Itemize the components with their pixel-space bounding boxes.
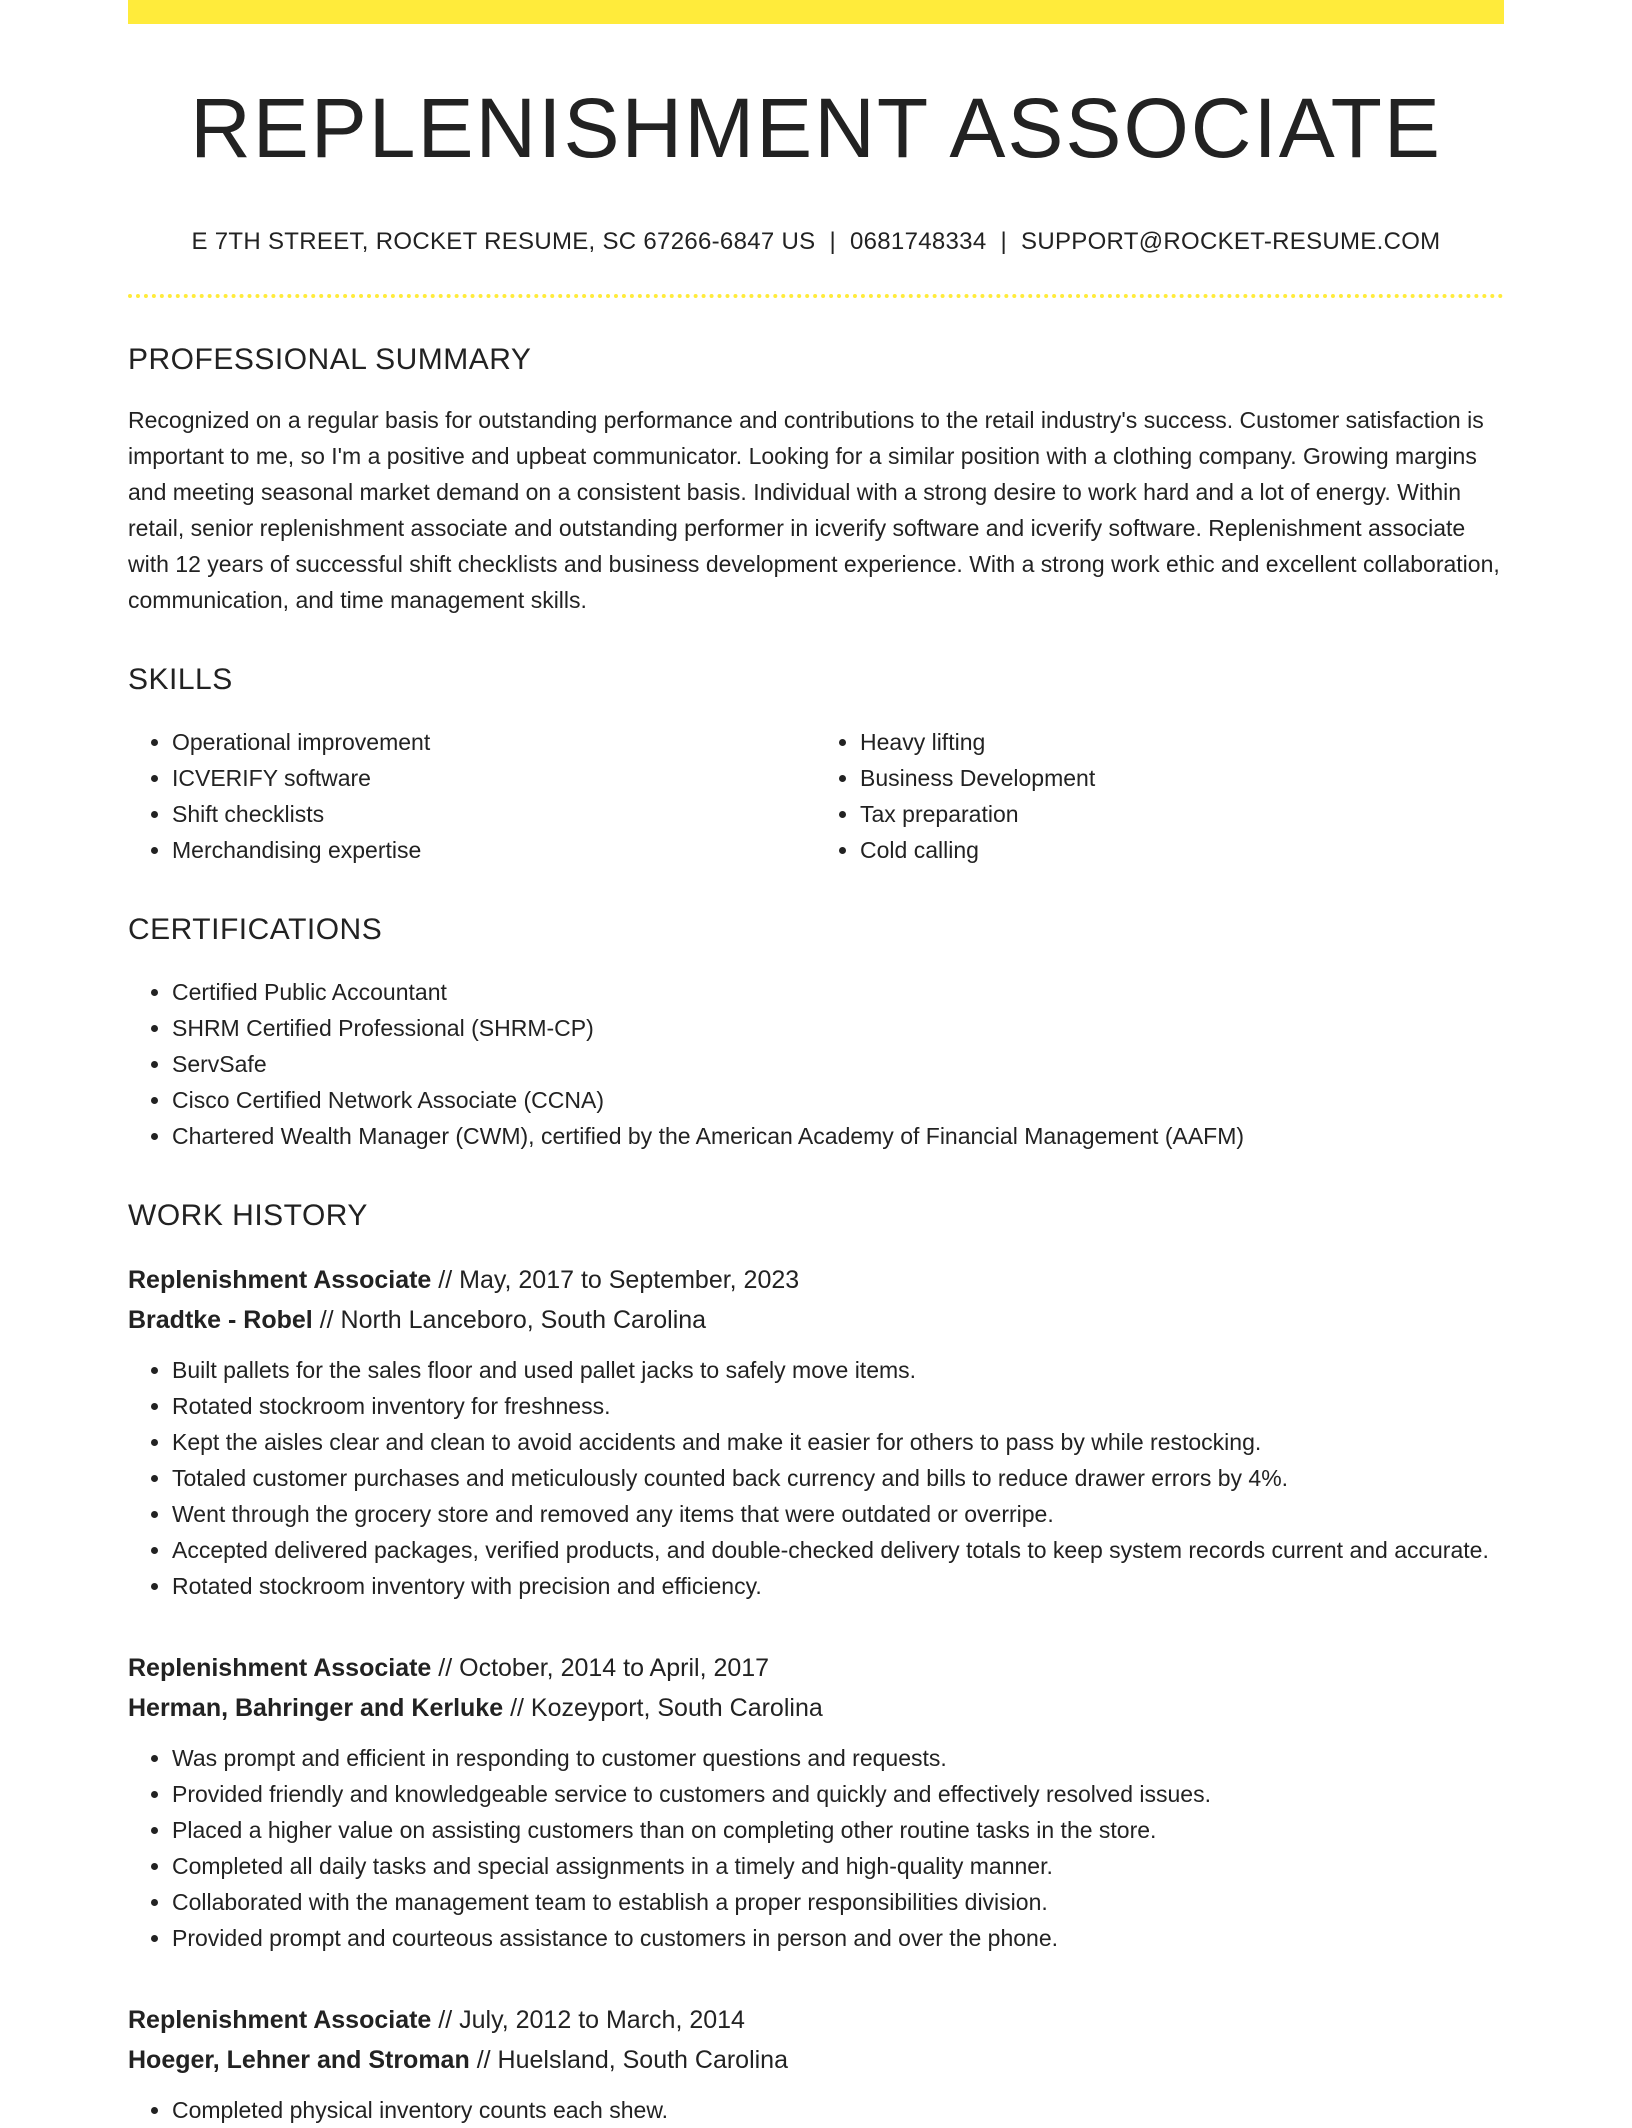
job-company-line (128, 1688, 1504, 1728)
job-bullet: • Went through the grocery store and removed any items that were outdated or overripe. (172, 1496, 1504, 1532)
job-bullet: • Completed physical inventory counts each shew. (172, 2092, 1504, 2128)
contact-separator: | (829, 228, 836, 256)
job-company: Hoeger, Lehner and Stroman (128, 2046, 470, 2075)
dotted-divider (128, 294, 1504, 298)
job-company-line (128, 2040, 1504, 2080)
skill-item: • ICVERIFY software (172, 760, 816, 796)
job-bullet: • Provided friendly and knowledgeable service to customers and quickly and effectively resolved issues. (172, 1776, 1504, 1812)
job-bullet: • Built pallets for the sales floor and used pallet jacks to safely move items. (172, 1352, 1504, 1388)
job-dates: // October, 2014 to April, 2017 (438, 1654, 770, 1683)
job-location: // Kozeyport, South Carolina (510, 1694, 823, 1723)
job-role: Replenishment Associate (128, 2006, 432, 2035)
job-bullet: • Rotated stockroom inventory for freshness. (172, 1388, 1504, 1424)
skills-heading: SKILLS (128, 663, 233, 697)
job-company-line (128, 1300, 1504, 1340)
job-bullet: • Accepted delivered packages, verified products, and double-checked delivery totals to keep system records current and accurate. (172, 1532, 1504, 1568)
job-bullets (128, 2092, 1504, 2128)
job-role: Replenishment Associate (128, 1654, 432, 1683)
job-entry (128, 1260, 1504, 1604)
summary-text: Recognized on a regular basis for outstanding performance and contributions to the retail industry's success. Customer satisfaction is important to me, so I'm a positive and upbeat communicator. Looking for a similar position with a clothing company. Growing margins and meeting seasonal market demand on a consistent basis. Individual with a strong desire to work hard and a lot of energy. Within retail, senior replenishment associate and outstanding performer in icverify software and icverify software. Replenishment associate with 12 years of successful shift checklists and business development experience. With a strong work ethic and excellent collaboration, communication, and time management skills. (128, 407, 1500, 614)
job-company: Bradtke - Robel (128, 1306, 313, 1335)
job-bullet: • Placed a higher value on assisting customers than on completing other routine tasks in the store. (172, 1812, 1504, 1848)
job-bullet: • Was prompt and efficient in responding to customer questions and requests. (172, 1740, 1504, 1776)
job-role-line (128, 1260, 1504, 1300)
certification-item: • ServSafe (172, 1046, 1504, 1082)
skill-item: • Tax preparation (860, 796, 1504, 832)
skills-columns (128, 724, 1504, 868)
contact-separator: | (1000, 228, 1008, 256)
job-role-line (128, 2000, 1504, 2040)
job-bullet: • Totaled customer purchases and meticulously counted back currency and bills to reduce drawer errors by 4%. (172, 1460, 1504, 1496)
job-bullet: • Kept the aisles clear and clean to avoid accidents and make it easier for others to pass by while restocking. (172, 1424, 1504, 1460)
job-bullet: • Collaborated with the management team to establish a proper responsibilities division. (172, 1884, 1504, 1920)
certifications-heading: CERTIFICATIONS (128, 913, 383, 947)
certifications-list (128, 974, 1504, 1154)
contact-address: E 7TH STREET, ROCKET RESUME, SC 67266-6847 US (191, 228, 816, 256)
job-bullet: • Provided prompt and courteous assistance to customers in person and over the phone. (172, 1920, 1504, 1956)
work-history-heading: WORK HISTORY (128, 1199, 368, 1233)
skill-item: • Business Development (860, 760, 1504, 796)
job-entry (128, 2000, 1504, 2128)
skill-item: • Operational improvement (172, 724, 816, 760)
skill-item: • Heavy lifting (860, 724, 1504, 760)
job-entry (128, 1648, 1504, 1956)
job-bullets (128, 1352, 1504, 1604)
skills-list-right (816, 724, 1504, 868)
job-bullets (128, 1740, 1504, 1956)
skill-item: • Merchandising expertise (172, 832, 816, 868)
certification-item: • Cisco Certified Network Associate (CCNA) (172, 1082, 1504, 1118)
certification-item: • Chartered Wealth Manager (CWM), certified by the American Academy of Financial Management (AAFM) (172, 1118, 1504, 1154)
contact-email: SUPPORT@ROCKET-RESUME.COM (1021, 228, 1441, 256)
job-dates: // July, 2012 to March, 2014 (438, 2006, 745, 2035)
resume-page (128, 0, 1504, 2128)
job-dates: // May, 2017 to September, 2023 (438, 1266, 800, 1295)
summary-heading: PROFESSIONAL SUMMARY (128, 343, 532, 377)
job-role-line (128, 1648, 1504, 1688)
skill-item: • Shift checklists (172, 796, 816, 832)
job-location: // North Lanceboro, South Carolina (319, 1306, 707, 1335)
job-company: Herman, Bahringer and Kerluke (128, 1694, 504, 1723)
job-bullet: • Rotated stockroom inventory with precision and efficiency. (172, 1568, 1504, 1604)
certification-item: • Certified Public Accountant (172, 974, 1504, 1010)
contact-phone: 0681748334 (849, 228, 987, 256)
skills-list-left (128, 724, 816, 868)
certification-item: • SHRM Certified Professional (SHRM-CP) (172, 1010, 1504, 1046)
job-location: // Huelsland, South Carolina (476, 2046, 788, 2075)
top-accent-bar (128, 0, 1504, 24)
resume-name: REPLENISHMENT ASSOCIATE (190, 81, 1442, 175)
contact-line (128, 228, 1504, 256)
job-bullet: • Completed all daily tasks and special assignments in a timely and high-quality manner. (172, 1848, 1504, 1884)
skill-item: • Cold calling (860, 832, 1504, 868)
job-role: Replenishment Associate (128, 1266, 432, 1295)
